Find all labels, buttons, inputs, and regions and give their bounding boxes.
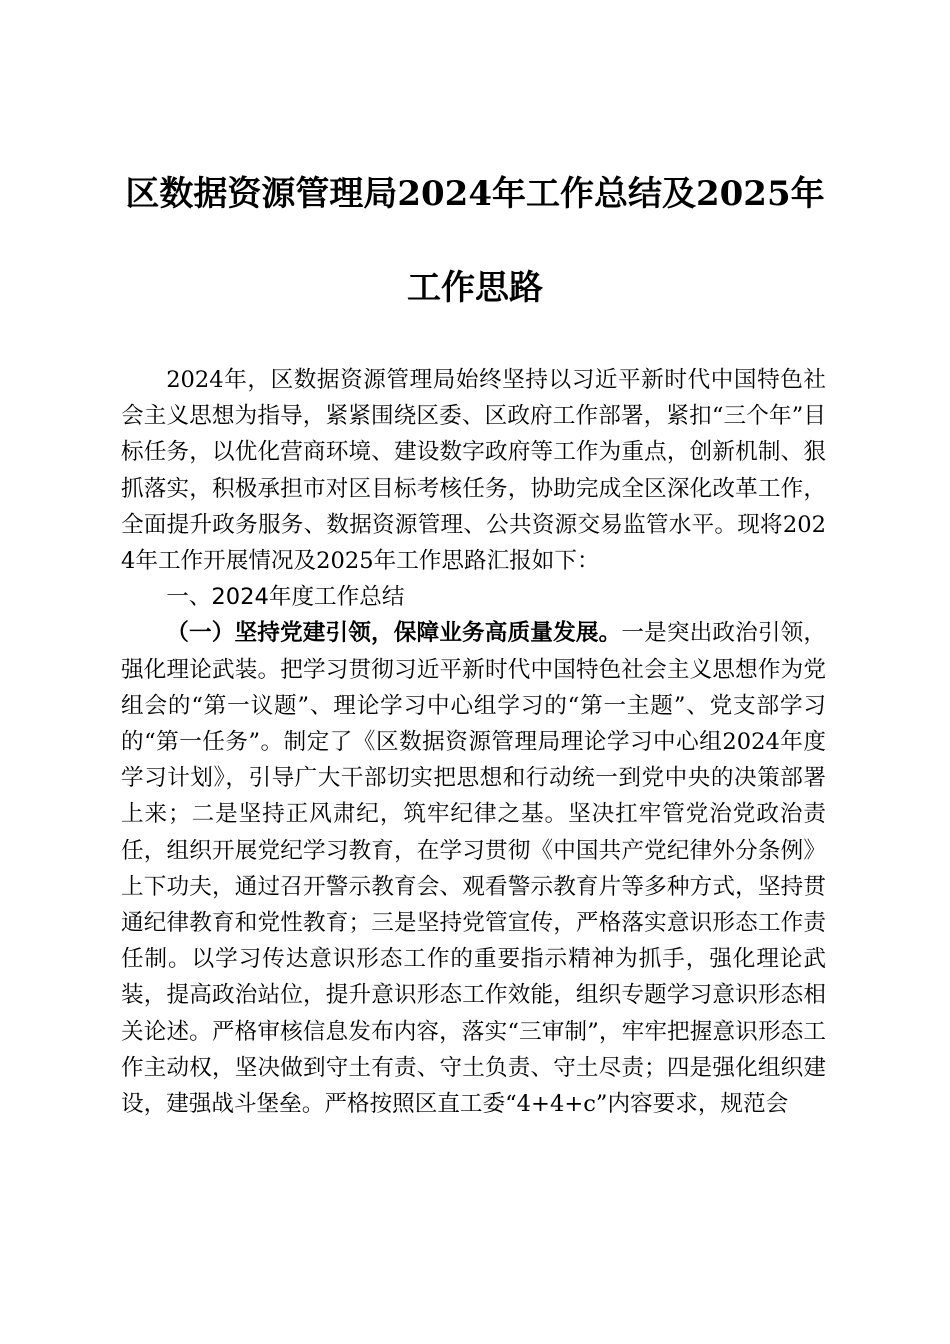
document-title-line-2: 工作思路 (407, 268, 543, 308)
section-heading-1: 一、2024年度工作总结 (166, 584, 405, 611)
document-title-line-1: 区数据资源管理局2024年工作总结及2025年 (125, 174, 825, 214)
item-1-paragraph (121, 615, 826, 1122)
item-1-body: 一是突出政治引领，强化理论武装。把学习贯彻习近平新时代中国特色社会主义思想作为党组会的“第一议题”、理论学习中心组学习的“第一主题”、党支部学习的“第一任务”。制定了《区数据资源管理局理论学习中心组2024年度学习计划》，引导广大干部切实把思想和行动统一到党中央的决策部署上来；二是坚持正风肃纪，筑牢纪律之基。坚决扛牢管党治党政治责任，组织开展党纪学习教育，在学习贯彻《中国共产党纪律外分条例》上下功夫，通过召开警示教育会、观看警示教育片等多种方式，坚持贯通纪律教育和党性教育；三是坚持党管宣传，严格落实意识形态工作责任制。以学习传达意识形态工作的重要指示精神为抓手，强化理论武装，提高政治站位，提升意识形态工作效能，组织专题学习意识形态相关论述。严格审核信息发布内容，落实“三审制”，牢牢把握意识形态工作主动权，坚决做到守土有责、守土负责、守土尽责；四是强化组织建设，建强战斗堡垒。严格按照区直工委“4+4+c”内容要求，规范会 (121, 620, 826, 1118)
intro-paragraph: 2024年，区数据资源管理局始终坚持以习近平新时代中国特色社会主义思想为指导，紧紧围绕区委、区政府工作部署，紧扣“三个年”目标任务，以优化营商环境、建设数字政府等工作为重点，创新机制、狠抓落实，积极承担市对区目标考核任务，协助完成全区深化改革工作，全面提升政务服务、数据资源管理、公共资源交易监管水平。现将2024年工作开展情况及2025年工作思路汇报如下： (121, 367, 826, 575)
item-1-heading: （一）坚持党建引领，保障业务高质量发展。 (166, 620, 622, 647)
document-body (121, 362, 826, 1122)
